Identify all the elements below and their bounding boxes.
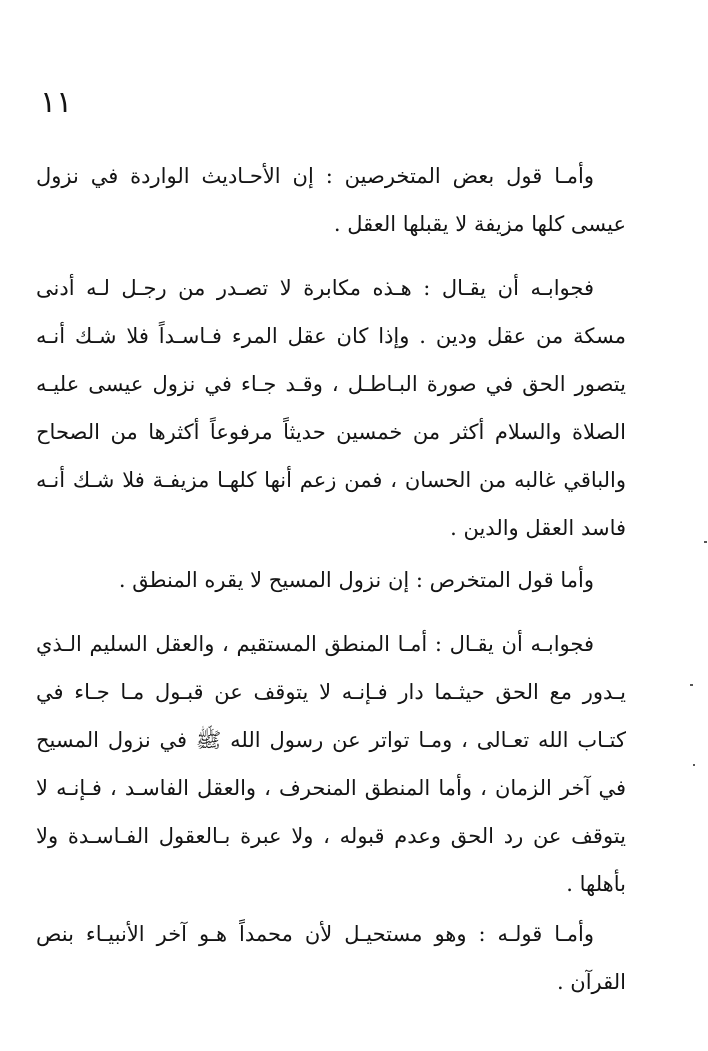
scan-speck <box>693 764 695 766</box>
text-line: عيسى كلها مزيفة لا يقبلها العقل . <box>333 212 626 236</box>
text-line: يتوقف عن رد الحق وعدم قبوله ، ولا عبرة بـالعقول الفـاسـدة ولا <box>36 824 626 848</box>
scan-speck <box>704 541 707 543</box>
paragraph-5 <box>36 910 626 1006</box>
text-line: في آخر الزمان ، وأما المنطق المنحرف ، والعقل الفاسـد ، فـإنـه لا <box>36 776 626 800</box>
text-line: فجوابـه أن يقـال : أمـا المنطق المستقيم ، والعقل السليم الـذي <box>36 632 594 656</box>
text-line: وأمـا قول بعض المتخرصين : إن الأحـاديث الواردة في نزول <box>36 164 594 188</box>
text-line: وأمـا قولـه : وهو مستحيـل لأن محمداً هـو آخر الأنبيـاء بنص <box>36 922 594 946</box>
paragraph-4 <box>36 620 626 908</box>
text-line: القرآن . <box>556 970 626 994</box>
page-number: ١١ <box>40 85 73 120</box>
text-line: بأهلها . <box>566 872 626 896</box>
paragraph-2 <box>36 264 626 552</box>
scan-speck <box>690 684 693 686</box>
text-line: فاسد العقل والدين . <box>450 516 626 540</box>
paragraph-1 <box>36 152 626 248</box>
text-line: فجوابـه أن يقـال : هـذه مكابرة لا تصـدر من رجـل لـه أدنى <box>36 276 594 300</box>
paragraph-3 <box>36 556 626 604</box>
text-line: والباقي غالبه من الحسان ، فمن زعم أنها كلهـا مزيفـة فلا شـك أنـه <box>36 468 626 492</box>
text-line: مسكة من عقل ودين . وإذا كان عقل المرء فـاسـداً فلا شـك أنـه <box>36 324 626 348</box>
text-line: وأما قول المتخرص : إن نزول المسيح لا يقره المنطق . <box>118 568 594 592</box>
text-line: كتـاب الله تعـالى ، ومـا تواتر عن رسول الله ﷺ في نزول المسيح <box>36 728 626 752</box>
text-line: يتصور الحق في صورة البـاطـل ، وقـد جـاء في نزول عيسى عليـه <box>36 372 626 396</box>
text-line: يـدور مع الحق حيثـما دار فـإنـه لا يتوقف عن قبـول مـا جـاء في <box>36 680 626 704</box>
text-line: الصلاة والسلام أكثر من خمسين حديثاً مرفوعاً أكثرها من الصحاح <box>36 420 626 444</box>
